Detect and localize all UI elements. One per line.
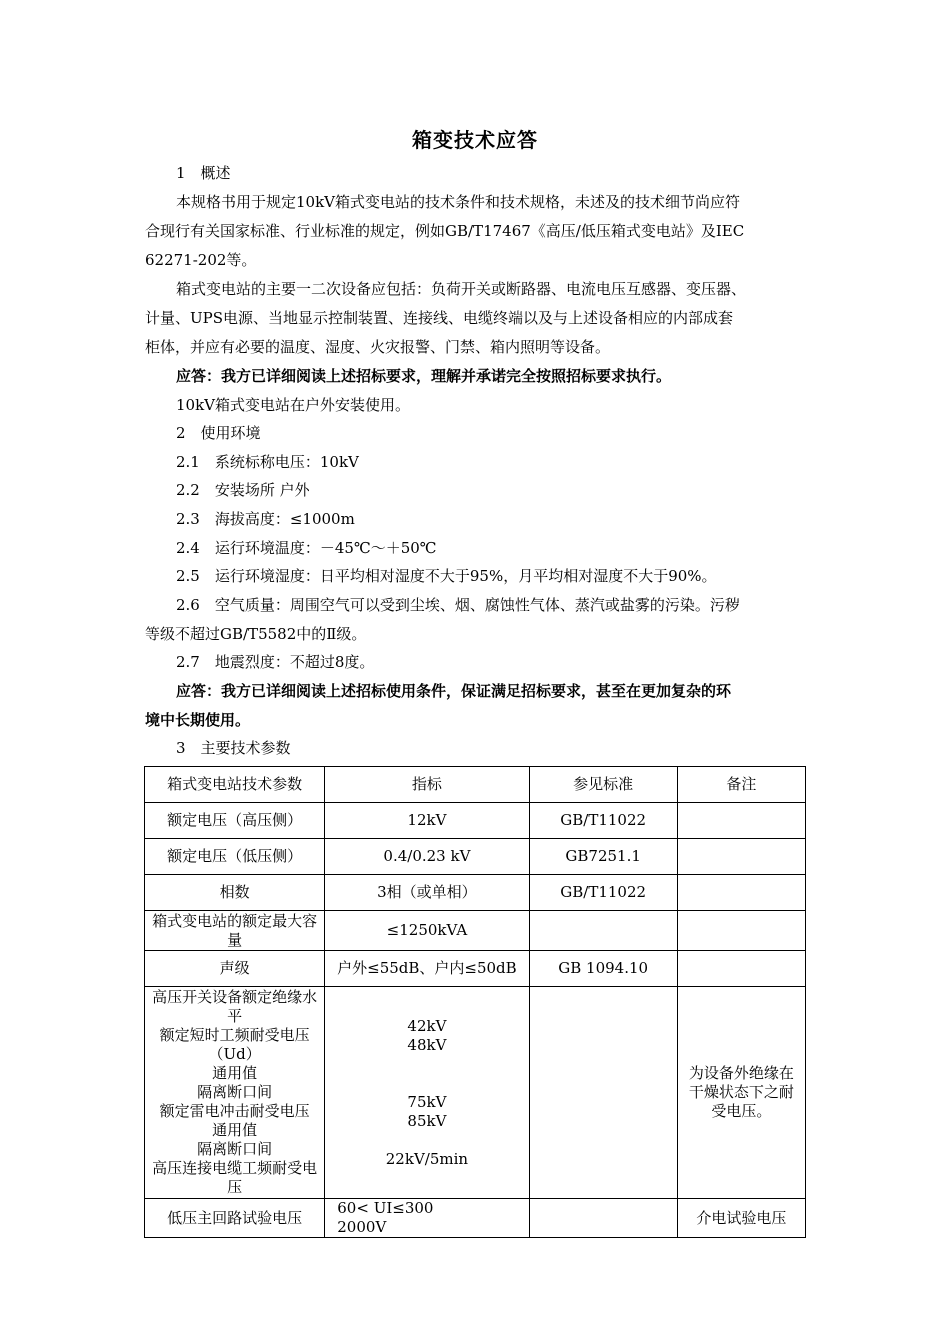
table-cell: 户外≤55dB、户内≤50dB [325, 951, 529, 987]
table-cell [529, 1199, 677, 1238]
table-cell: 相数 [145, 875, 325, 911]
table-cell [677, 875, 805, 911]
header-cell: 参见标准 [529, 767, 677, 803]
cell-line: 通用值 [212, 1064, 258, 1082]
table-header-row [145, 767, 806, 803]
table-cell [677, 951, 805, 987]
cell-line: 隔离断口间 [197, 1083, 273, 1101]
paragraph-line: 箱式变电站的主要一二次设备应包括：负荷开关或断路器、电流电压互感器、变压器、 [176, 280, 747, 298]
cell-line: 高压开关设备额定绝缘水平 [152, 988, 318, 1025]
table-cell: 箱式变电站的额定最大容量 [145, 911, 325, 951]
table-cell: 声级 [145, 951, 325, 987]
insulation-value-cell [325, 987, 529, 1199]
paragraph-line: 计量、UPS电源、当地显示控制装置、连接线、电缆终端以及与上述设备相应的内部成套 [145, 309, 734, 327]
header-cell: 备注 [677, 767, 805, 803]
cell-line: 85kV [407, 1111, 447, 1130]
env-item-cont: 等级不超过GB/T5582中的Ⅱ级。 [145, 625, 367, 643]
paragraph-line: 62271-202等。 [145, 251, 257, 269]
table-cell [529, 911, 677, 951]
table-row [145, 1199, 806, 1238]
env-item: 2.6 空气质量：周围空气可以受到尘埃、烟、腐蚀性气体、蒸汽或盐雾的污染。污秽 [176, 596, 740, 614]
section-2-heading: 2 使用环境 [176, 424, 261, 442]
table-cell [677, 911, 805, 951]
env-item: 2.5 运行环境湿度：日平均相对湿度不大于95%，月平均相对湿度不大于90%。 [176, 567, 717, 585]
section-3-heading: 3 主要技术参数 [176, 739, 291, 757]
env-item: 2.4 运行环境温度：－45℃～＋50℃ [176, 539, 437, 557]
cell-line: 高压连接电缆工频耐受电压 [152, 1159, 318, 1196]
spacer [329, 1131, 524, 1150]
response-line-cont: 境中长期使用。 [145, 711, 251, 729]
response-line: 应答：我方已详细阅读上述招标使用条件，保证满足招标要求，甚至在更加复杂的环 [176, 682, 732, 700]
table-cell: GB 1094.10 [529, 951, 677, 987]
insulation-param-cell [145, 987, 325, 1199]
page-title: 箱变技术应答 [412, 128, 538, 152]
cell-line: 42kV [407, 1016, 447, 1035]
cell-line: 额定短时工频耐受电压（Ud） [159, 1026, 310, 1063]
insulation-row [145, 987, 806, 1199]
cell-line: 75kV [407, 1092, 447, 1111]
paragraph-line: 本规格书用于规定10kV箱式变电站的技术条件和技术规格，未述及的技术细节尚应符 [176, 193, 741, 211]
env-item: 2.3 海拔高度：≤1000m [176, 510, 355, 528]
table-cell [677, 839, 805, 875]
response-line: 应答：我方已详细阅读上述招标要求，理解并承诺完全按照招标要求执行。 [176, 367, 672, 385]
table-cell: 额定电压（低压侧） [145, 839, 325, 875]
insulation-note-cell: 为设备外绝缘在干燥状态下之耐受电压。 [677, 987, 805, 1199]
cell-value: 60< UI≤300 [337, 1199, 434, 1217]
header-cell: 箱式变电站技术参数 [145, 767, 325, 803]
cell-line: 额定雷电冲击耐受电压 [159, 1102, 310, 1120]
table-row [145, 803, 806, 839]
table-row [145, 951, 806, 987]
table-cell [325, 1199, 529, 1238]
paragraph-line: 10kV箱式变电站在户外安装使用。 [176, 396, 411, 414]
env-item: 2.7 地震烈度：不超过8度。 [176, 653, 375, 671]
paragraph-line: 合现行有关国家标准、行业标准的规定，例如GB/T17467《高压/低压箱式变电站》及IEC [145, 222, 745, 240]
cell-line: 隔离断口间 [197, 1140, 273, 1158]
table-cell: GB/T11022 [529, 803, 677, 839]
section-1-heading: 1 概述 [176, 164, 231, 182]
table-cell: GB7251.1 [529, 839, 677, 875]
table-cell: 介电试验电压 [677, 1199, 805, 1238]
env-item: 2.2 安装场所 户外 [176, 481, 310, 499]
table-cell: ≤1250kVA [325, 911, 529, 951]
cell-line: 48kV [407, 1035, 447, 1054]
cell-line: 22kV/5min [385, 1149, 469, 1168]
table-cell [529, 987, 677, 1199]
table-cell: 12kV [325, 803, 529, 839]
cell-line: 通用值 [212, 1121, 258, 1139]
table-row [145, 911, 806, 951]
table-row [145, 875, 806, 911]
table-cell: GB/T11022 [529, 875, 677, 911]
cell-value: 2000V [337, 1218, 387, 1236]
spacer [329, 1055, 524, 1074]
table-cell [677, 803, 805, 839]
spacer [329, 1074, 524, 1093]
table-cell: 额定电压（高压侧） [145, 803, 325, 839]
paragraph-line: 柜体，并应有必要的温度、湿度、火灾报警、门禁、箱内照明等设备。 [145, 338, 611, 356]
table-cell: 低压主回路试验电压 [145, 1199, 325, 1238]
table-cell: 3相（或单相） [325, 875, 529, 911]
table-row [145, 839, 806, 875]
table-cell: 0.4/0.23 kV [325, 839, 529, 875]
header-cell: 指标 [325, 767, 529, 803]
env-item: 2.1 系统标称电压：10kV [176, 453, 359, 471]
technical-parameters-table [144, 766, 806, 1238]
